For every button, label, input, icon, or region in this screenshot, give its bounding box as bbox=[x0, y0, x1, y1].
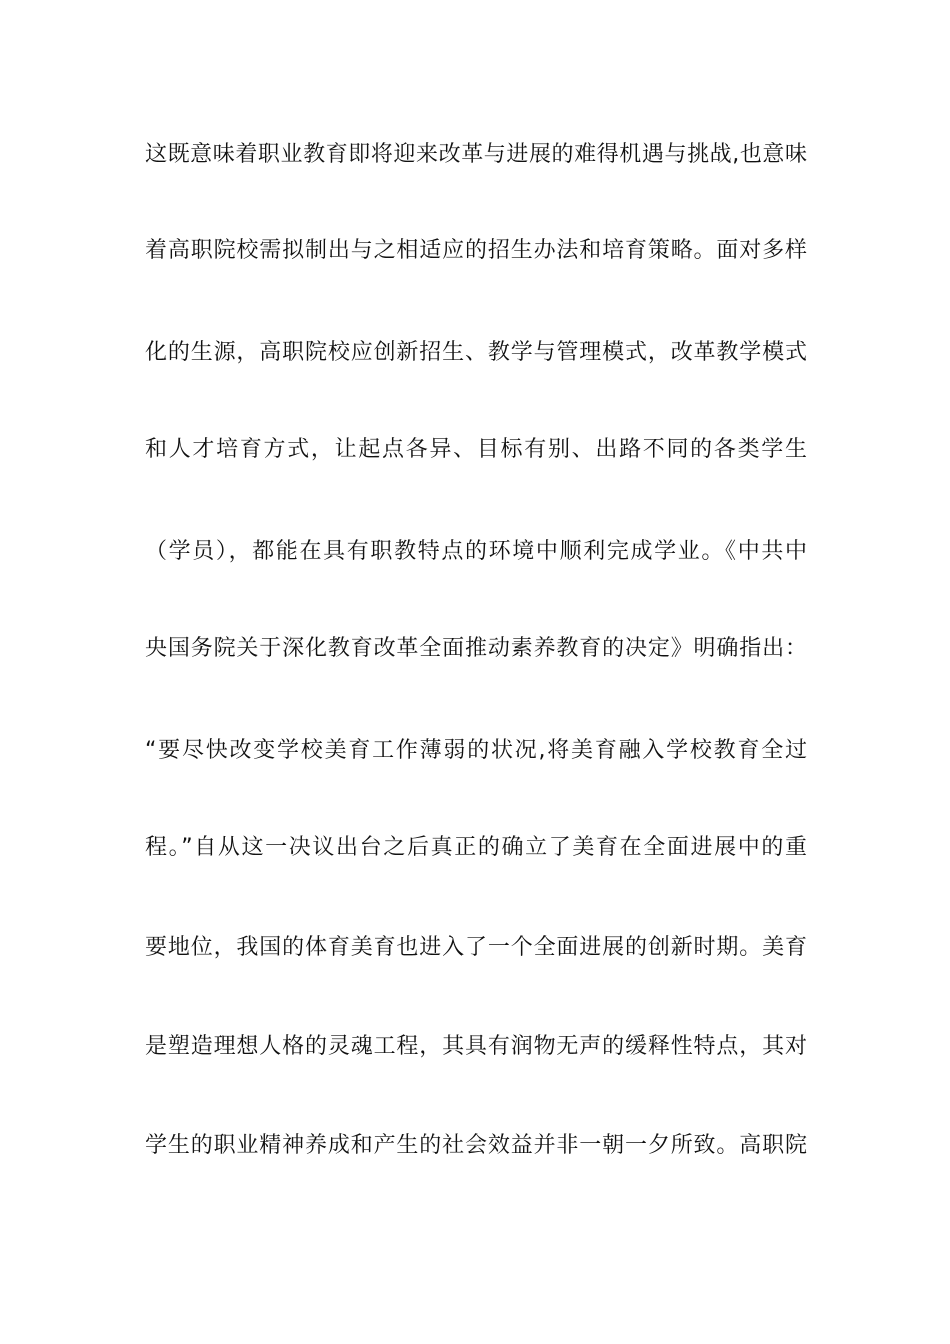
paragraph-line: 是塑造理想人格的灵魂工程，其具有润物无声的缓释性特点，其对 bbox=[145, 1034, 807, 1059]
paragraph-line: 着高职院校需拟制出与之相适应的招生办法和培育策略。面对多样 bbox=[145, 238, 807, 263]
paragraph-line: 化的生源，高职院校应创新招生、教学与管理模式，改革教学模式 bbox=[145, 340, 807, 365]
paragraph-line: 和人才培育方式，让起点各异、目标有别、出路不同的各类学生 bbox=[145, 437, 807, 462]
paragraph-line: 央国务院关于深化教育改革全面推动素养教育的决定》明确指出： bbox=[145, 636, 807, 661]
paragraph-line: 要地位，我国的体育美育也进入了一个全面进展的创新时期。美育 bbox=[145, 935, 807, 960]
paragraph-line: 学生的职业精神养成和产生的社会效益并非一朝一夕所致。高职院 bbox=[145, 1133, 807, 1158]
paragraph-line: 程。”自从这一决议出台之后真正的确立了美育在全面进展中的重 bbox=[145, 835, 807, 860]
paragraph-line: “要尽快改变学校美育工作薄弱的状况,将美育融入学校教育全过 bbox=[145, 738, 807, 763]
paragraph-line: （学员），都能在具有职教特点的环境中顺利完成学业。《中共中 bbox=[145, 539, 807, 564]
paragraph-line: 这既意味着职业教育即将迎来改革与进展的难得机遇与挑战,也意味 bbox=[145, 142, 807, 167]
